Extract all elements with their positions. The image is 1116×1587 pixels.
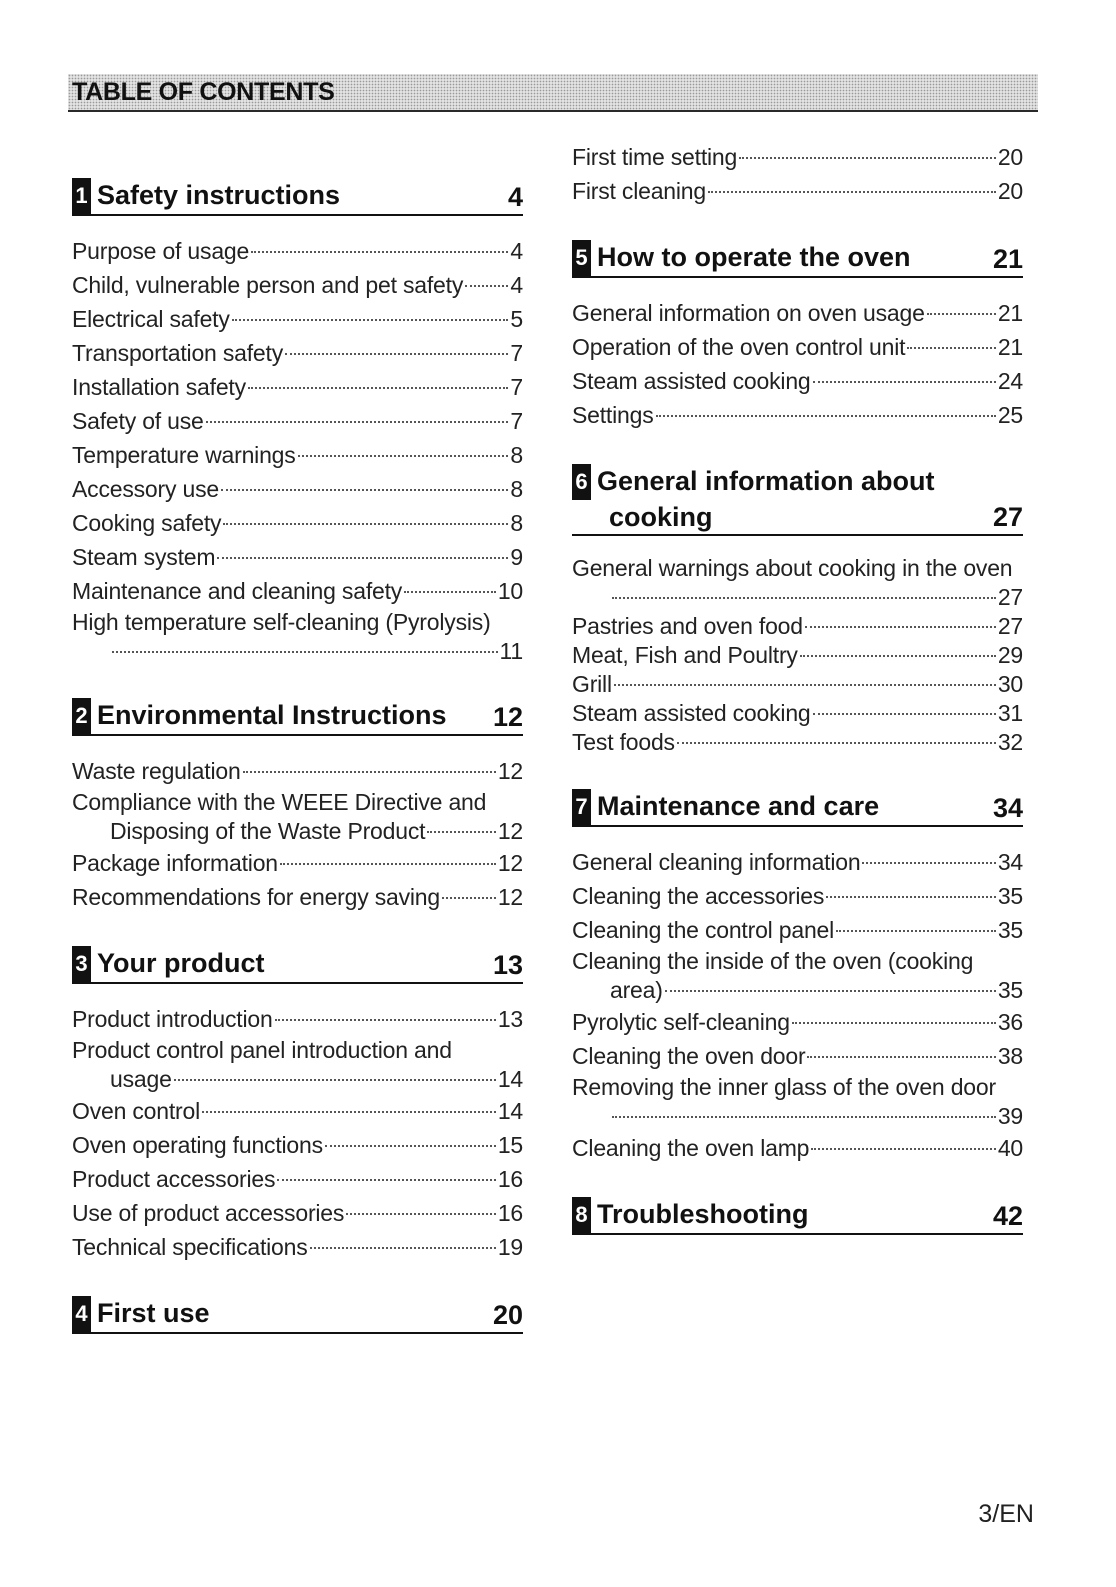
toc-entry[interactable]	[572, 845, 1023, 879]
entry-page: 27	[997, 584, 1023, 610]
section-7-entries-last	[572, 1131, 1023, 1165]
section-3-entries	[72, 1002, 523, 1036]
entry-label: Removing the inner glass of the oven door	[572, 1074, 996, 1100]
section-title-cont: cooking	[609, 502, 713, 532]
section-page: 13	[492, 950, 523, 980]
section-page: 20	[492, 1300, 523, 1330]
toc-entry[interactable]	[72, 1162, 523, 1196]
entry-label: General warnings about cooking in the oven	[572, 555, 1013, 581]
entry-page: 9	[510, 544, 523, 570]
leader-dots	[174, 1079, 496, 1081]
section-title: Environmental Instructions	[97, 700, 447, 730]
entry-page: 21	[997, 300, 1023, 326]
entry-page: 11	[499, 638, 523, 664]
entry-label: Cleaning the inside of the oven (cooking	[572, 948, 974, 974]
leader-dots	[813, 713, 996, 715]
section-2-entries	[72, 754, 523, 788]
section-heading-5[interactable]	[572, 240, 1023, 278]
entry-label: Grill	[572, 671, 612, 697]
toc-entry[interactable]	[72, 1230, 523, 1264]
toc-entry[interactable]	[572, 1073, 1023, 1131]
toc-entry[interactable]	[572, 296, 1023, 330]
leader-dots	[275, 1019, 496, 1021]
section-number-badge: 3	[72, 946, 91, 982]
section-heading-4[interactable]	[72, 1296, 523, 1334]
entry-page: 7	[510, 340, 523, 366]
entry-label: Recommendations for energy saving	[72, 884, 440, 910]
entry-label: Pastries and oven food	[572, 613, 803, 639]
entry-label: Use of product accessories	[72, 1200, 345, 1226]
toc-entry[interactable]	[72, 268, 523, 302]
toc-entry[interactable]	[572, 728, 1023, 757]
entry-label: Temperature warnings	[72, 442, 296, 468]
entry-label: Cleaning the oven door	[572, 1043, 806, 1069]
entry-page: 4	[510, 272, 523, 298]
toc-entry[interactable]	[572, 364, 1023, 398]
entry-label: Oven control	[72, 1098, 200, 1124]
section-title: Maintenance and care	[597, 791, 880, 821]
entry-page: 39	[997, 1103, 1023, 1129]
entry-label: Operation of the oven control unit	[572, 334, 906, 360]
entry-label: Transportation safety	[72, 340, 283, 366]
entry-page: 35	[997, 883, 1023, 909]
entry-label: Installation safety	[72, 374, 246, 400]
toc-entry[interactable]	[72, 438, 523, 472]
entry-page: 4	[510, 238, 523, 264]
leader-dots	[442, 897, 496, 899]
entry-label: Maintenance and cleaning safety	[72, 578, 403, 604]
carryover-entries	[572, 140, 1023, 208]
section-2-entries-more	[72, 846, 523, 914]
entry-page: 40	[997, 1135, 1023, 1161]
section-heading-2[interactable]	[72, 698, 523, 736]
leader-dots	[612, 1116, 996, 1118]
leader-dots	[677, 742, 996, 744]
entry-label: High temperature self-cleaning (Pyrolysis)	[72, 609, 491, 635]
leader-dots	[232, 319, 509, 321]
leader-dots	[708, 191, 996, 193]
leader-dots	[248, 387, 508, 389]
toc-entry[interactable]	[72, 540, 523, 574]
entry-page: 27	[997, 613, 1023, 639]
leader-dots	[807, 1056, 995, 1058]
leader-dots	[223, 523, 508, 525]
toc-entry[interactable]	[572, 879, 1023, 913]
entry-label: Technical specifications	[72, 1234, 308, 1260]
toc-entry[interactable]	[72, 1196, 523, 1230]
leader-dots	[325, 1145, 496, 1147]
entry-label: Settings	[572, 402, 654, 428]
entry-page: 14	[497, 1066, 523, 1092]
entry-label: Cleaning the oven lamp	[572, 1135, 810, 1161]
toc-entry[interactable]	[72, 608, 523, 666]
entry-label-cont: area)	[610, 977, 663, 1003]
toc-entry[interactable]	[72, 234, 523, 268]
entry-label: Compliance with the WEEE Directive and	[72, 789, 487, 815]
entry-label: Product accessories	[72, 1166, 276, 1192]
section-heading-6[interactable]	[572, 464, 1023, 536]
toc-header-bar	[68, 74, 1038, 112]
entry-label: Pyrolytic self-cleaning	[572, 1009, 790, 1035]
section-6-entries	[572, 612, 1023, 757]
entry-label: Product introduction	[72, 1006, 273, 1032]
section-heading-7[interactable]	[572, 789, 1023, 827]
leader-dots	[427, 831, 496, 833]
entry-page: 5	[510, 306, 523, 332]
leader-dots	[862, 862, 995, 864]
section-number-badge: 6	[572, 464, 591, 500]
toc-entry[interactable]	[572, 140, 1023, 174]
section-3-entries-more	[72, 1094, 523, 1264]
entry-page: 10	[497, 578, 523, 604]
section-title: Your product	[97, 948, 265, 978]
section-number-badge: 7	[572, 789, 591, 825]
leader-dots	[251, 251, 508, 253]
toc-entry[interactable]	[72, 336, 523, 370]
leader-dots	[202, 1111, 496, 1113]
toc-entry[interactable]	[72, 574, 523, 608]
entry-page: 32	[997, 729, 1023, 755]
section-page: 21	[992, 244, 1023, 274]
leader-dots	[206, 421, 509, 423]
entry-page: 12	[497, 758, 523, 784]
toc-entry[interactable]	[572, 947, 1023, 1005]
entry-label: General cleaning information	[572, 849, 861, 875]
section-7-entries-more	[572, 1005, 1023, 1073]
leader-dots	[280, 863, 496, 865]
leader-dots	[665, 990, 996, 992]
leader-dots	[404, 591, 496, 593]
entry-label: Package information	[72, 850, 278, 876]
entry-label: Cleaning the control panel	[572, 917, 835, 943]
entry-page: 29	[997, 642, 1023, 668]
toc-entry[interactable]	[72, 302, 523, 336]
entry-page: 25	[997, 402, 1023, 428]
entry-page: 31	[997, 700, 1023, 726]
leader-dots	[811, 1148, 996, 1150]
entry-label: Electrical safety	[72, 306, 230, 332]
entry-page: 24	[997, 368, 1023, 394]
entry-label: Steam assisted cooking	[572, 368, 811, 394]
leader-dots	[217, 557, 508, 559]
entry-label: First time setting	[572, 144, 738, 170]
section-number-badge: 2	[72, 698, 91, 734]
toc-title: TABLE OF CONTENTS	[72, 78, 335, 106]
leader-dots	[836, 930, 996, 932]
section-1-entries	[72, 234, 523, 608]
toc-entry[interactable]	[72, 472, 523, 506]
toc-entry[interactable]	[72, 1002, 523, 1036]
section-page: 42	[992, 1201, 1023, 1231]
entry-page: 34	[997, 849, 1023, 875]
entry-page: 12	[497, 818, 523, 844]
entry-label: Oven operating functions	[72, 1132, 323, 1158]
section-number-badge: 5	[572, 240, 591, 276]
leader-dots	[285, 353, 508, 355]
leader-dots	[800, 655, 996, 657]
section-heading-1[interactable]	[72, 178, 523, 216]
entry-page: 38	[997, 1043, 1023, 1069]
entry-page: 12	[497, 850, 523, 876]
leader-dots	[739, 157, 996, 159]
toc-entry[interactable]	[72, 404, 523, 438]
entry-page: 7	[510, 408, 523, 434]
section-title: General information about	[597, 466, 935, 496]
section-heading-8[interactable]	[572, 1197, 1023, 1235]
entry-label: Steam system	[72, 544, 216, 570]
entry-page: 21	[997, 334, 1023, 360]
entry-label-cont: Disposing of the Waste Product	[110, 818, 426, 844]
entry-page: 7	[510, 374, 523, 400]
leader-dots	[805, 626, 996, 628]
toc-entry[interactable]	[72, 788, 523, 846]
entry-label: Safety of use	[72, 408, 204, 434]
leader-dots	[298, 455, 509, 457]
entry-label: General information on oven usage	[572, 300, 925, 326]
toc-right-column	[572, 140, 1023, 1253]
toc-entry[interactable]	[72, 370, 523, 404]
entry-label: Child, vulnerable person and pet safety	[72, 272, 464, 298]
toc-entry[interactable]	[72, 1094, 523, 1128]
leader-dots	[656, 415, 996, 417]
section-number-badge: 1	[72, 178, 91, 214]
section-number-badge: 8	[572, 1197, 591, 1233]
section-page: 12	[492, 702, 523, 732]
entry-label: Waste regulation	[72, 758, 241, 784]
toc-entry[interactable]	[72, 1128, 523, 1162]
toc-entry[interactable]	[572, 1131, 1023, 1165]
section-page: 34	[992, 793, 1023, 823]
toc-left-column	[72, 140, 523, 1352]
toc-entry[interactable]	[572, 398, 1023, 432]
leader-dots	[826, 896, 996, 898]
entry-page: 19	[497, 1234, 523, 1260]
toc-entry[interactable]	[572, 1005, 1023, 1039]
entry-label: Cooking safety	[72, 510, 222, 536]
section-5-entries	[572, 296, 1023, 432]
section-title: Troubleshooting	[597, 1199, 809, 1229]
section-title: How to operate the oven	[597, 242, 911, 272]
entry-page: 8	[510, 442, 523, 468]
entry-label: Test foods	[572, 729, 675, 755]
toc-entry[interactable]	[72, 846, 523, 880]
entry-page: 20	[997, 144, 1023, 170]
leader-dots	[465, 285, 508, 287]
leader-dots	[927, 313, 996, 315]
entry-label: Meat, Fish and Poultry	[572, 642, 798, 668]
entry-label: Purpose of usage	[72, 238, 250, 264]
leader-dots	[907, 347, 996, 349]
entry-label: Steam assisted cooking	[572, 700, 811, 726]
toc-entry[interactable]	[72, 754, 523, 788]
section-number-badge: 4	[72, 1296, 91, 1332]
entry-page: 16	[497, 1200, 523, 1226]
entry-page: 12	[497, 884, 523, 910]
entry-page: 20	[997, 178, 1023, 204]
entry-page: 35	[997, 977, 1023, 1003]
leader-dots	[221, 489, 508, 491]
leader-dots	[614, 684, 996, 686]
leader-dots	[310, 1247, 496, 1249]
section-page: 4	[507, 182, 523, 212]
section-7-entries	[572, 845, 1023, 947]
section-title: Safety instructions	[97, 180, 341, 210]
entry-page: 16	[497, 1166, 523, 1192]
leader-dots	[112, 651, 498, 653]
toc-entry[interactable]	[572, 1039, 1023, 1073]
entry-page: 30	[997, 671, 1023, 697]
entry-page: 15	[497, 1132, 523, 1158]
toc-entry[interactable]	[72, 1036, 523, 1094]
toc-entry[interactable]	[572, 641, 1023, 670]
entry-page: 8	[510, 510, 523, 536]
section-page: 27	[992, 502, 1023, 532]
toc-entry[interactable]	[72, 506, 523, 540]
toc-entry[interactable]	[572, 699, 1023, 728]
toc-entry[interactable]	[572, 913, 1023, 947]
toc-entry[interactable]	[572, 174, 1023, 208]
entry-page: 35	[997, 917, 1023, 943]
entry-label: First cleaning	[572, 178, 706, 204]
toc-entry[interactable]	[572, 612, 1023, 641]
leader-dots	[612, 597, 996, 599]
entry-label: Product control panel introduction and	[72, 1037, 452, 1063]
section-heading-3[interactable]	[72, 946, 523, 984]
page-number: 3/EN	[978, 1500, 1034, 1528]
leader-dots	[277, 1179, 496, 1181]
leader-dots	[243, 771, 496, 773]
leader-dots	[792, 1022, 996, 1024]
toc-entry[interactable]	[72, 880, 523, 914]
entry-label: Accessory use	[72, 476, 219, 502]
entry-label-cont: usage	[110, 1066, 172, 1092]
entry-page: 13	[497, 1006, 523, 1032]
leader-dots	[346, 1213, 496, 1215]
toc-entry[interactable]	[572, 670, 1023, 699]
toc-entry[interactable]	[572, 330, 1023, 364]
toc-entry[interactable]	[572, 554, 1023, 612]
leader-dots	[813, 381, 996, 383]
entry-page: 14	[497, 1098, 523, 1124]
entry-page: 8	[510, 476, 523, 502]
entry-label: Cleaning the accessories	[572, 883, 825, 909]
section-title: First use	[97, 1298, 210, 1328]
entry-page: 36	[997, 1009, 1023, 1035]
